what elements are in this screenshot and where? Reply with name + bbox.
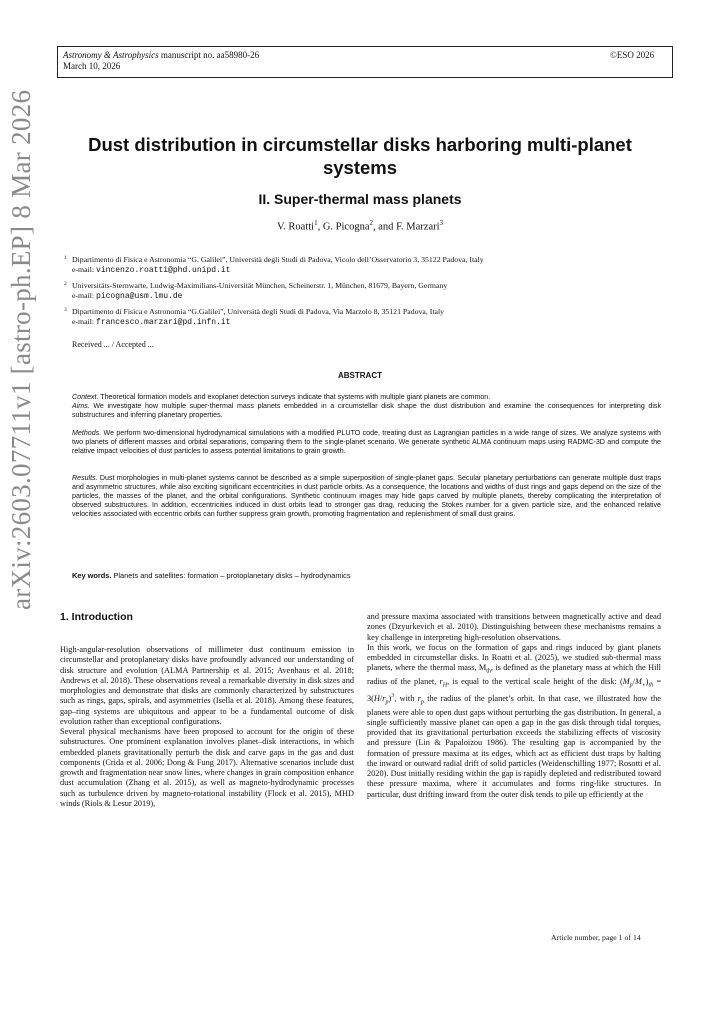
paragraph-text: , is defined as the planetary mass at which the Hill radius of the planet,: [367, 663, 661, 687]
paragraph-text: , is equal to the vertical scale height of the disk:: [447, 677, 620, 687]
page-footer: Article number, page 1 of 14: [551, 933, 641, 942]
author-separator: , and: [373, 221, 397, 233]
paper-subtitle: II. Super-thermal mass planets: [258, 191, 462, 207]
abstract-text: We investigate how multiple super-thermal mass planets embedded in a circumstellar disk shape the dust distribution and examine the consequences for interpreting disk substructures and inferring planetary properties.: [72, 402, 661, 420]
email-label: e-mail:: [72, 291, 97, 300]
affiliation-number: 2: [64, 281, 67, 287]
author-name: F. Marzari: [396, 221, 440, 233]
subscript: th: [486, 668, 491, 675]
abstract-label: Results.: [72, 474, 98, 482]
abstract-results: [72, 474, 661, 519]
paper-title: [60, 133, 660, 179]
paragraph: Several physical mechanisms have been proposed to account for the origin of these substructures. One prominent explanation involves planet–disk interactions, in which embedded planets gravitationally perturb the disk and carve gaps in the gas and dust components (Crida et al. 2006; Dong & Fung 2017). Alternative scenarios include dust growth and fragmentation near snow lines, where changes in grain composition enhance dust accumulation (Zhang et al. 2015), as well as magneto-hydrodynamic processes such as turbulence driven by magneto-rotational instability (Flock et al. 2015), MHD winds (Riols & Lesur 2019),: [60, 727, 354, 808]
paragraph-text: the radius of the planet’s orbit. In that case, we illustrated how the planets were able to open dust gaps without perturbing the gas distribution. In general, a single sufficiently massive planet can open a gap in the gas disk through tidal torques, provided that its gravitational perturbation exceeds the stabilizing effects of viscosity and pressure (Lin & Papaloizou 1986). The resulting gap is accompanied by the formation of pressure maxima at its edges, which act as efficient dust traps by halting the inward or outward radial drift of solid particles (Weidenschilling 1977; Rosotti et al. 2020). Dust initially residing within the gap is rapidly depleted and redistributed toward these pressure maxima, where it accumulates and forms ring-like structures. In particular, dust drifting inward from the outer disk tends to pile up efficiently at the: [367, 693, 661, 799]
affiliation-text: Dipartimento di Fisica e Astronomia “G. Galilei”, Università degli Studi di Padova, Vicolo dell’Osservatorio 3, 35122 Padova, Italy: [72, 255, 484, 264]
paragraph-text: , with: [394, 693, 418, 703]
abstract-methods: [72, 429, 661, 456]
manuscript-number: manuscript no. aa58980-26: [158, 50, 260, 60]
keywords-text: Planets and satellites: formation – protoplanetary disks – hydrodynamics: [111, 571, 351, 580]
paragraph-text: In this work, we focus on the formation of gaps and rings induced by giant planets embedded in circumstellar disks. In Roatti et al. (2025), we studied sub-thermal mass planets, where the thermal mass, M: [367, 642, 661, 673]
abstract-text: We perform two-dimensional hydrodynamical simulations with a modified PLUTO code, treating dust as Lagrangian particles in a wide range of sizes. We analyze systems with two planets of different masses and orbital separations, comparing them to the single-planet scenario. We generate synthetic ALMA continuum maps using RADMC-3D and compute the relative impact velocities of dust particles to assess potential limitations to grain growth.: [72, 429, 661, 456]
abstract-label: Context.: [72, 393, 99, 401]
email-label: e-mail:: [72, 265, 97, 274]
header-date: March 10, 2026: [63, 61, 121, 71]
affiliation: [64, 255, 672, 276]
affiliation-email-line: [72, 291, 672, 302]
received-line: Received ... / Accepted ...: [72, 340, 154, 349]
affiliation: [64, 307, 672, 328]
author-list: [60, 219, 660, 233]
left-column: [60, 645, 354, 809]
affiliation-number: 1: [64, 255, 67, 261]
affiliation-number: 3: [64, 307, 67, 313]
email-link[interactable]: picogna@usm.lmu.de: [96, 292, 183, 301]
author-affil-num: 1: [314, 219, 318, 227]
abstract-label: Aims.: [72, 402, 90, 410]
paragraph: High-angular-resolution observations of millimeter dust continuum emission in circumstellar and protoplanetary disks have profoundly advanced our understanding of disk structure and evolution (ALMA Partnership et al. 2015; Avenhaus et al. 2018; Andrews et al. 2018). These observations reveal a remarkable diversity in disk sizes and morphologies and demonstrate that disks are commonly characterized by substructures such as rings, gaps, spirals, and asymmetries (Isella et al. 2018). Among these features, gap–ring systems are ubiquitous and appear to be a fundamental outcome of disk evolution rather than exceptional configurations.: [60, 645, 354, 726]
email-link[interactable]: francesco.marzari@pd.infn.it: [96, 318, 231, 327]
paragraph: and pressure maxima associated with transitions between magnetically active and dead zones (Dzyurkevich et al. 2010). Distinguishing between these mechanisms remains a key challenge in interpreting high-resolution observations.: [367, 612, 661, 642]
abstract-label: Methods.: [72, 429, 102, 437]
math-orbit-radius: $r_p$: [417, 693, 424, 706]
journal-line: [63, 50, 259, 61]
email-link[interactable]: vincenzo.roatti@phd.unipd.it: [96, 266, 231, 275]
section-heading: 1. Introduction: [60, 611, 133, 623]
affiliation-email-line: [72, 265, 672, 276]
copyright: ©ESO 2026: [610, 50, 655, 60]
abstract-aims: [72, 402, 661, 420]
journal-name: Astronomy & Astrophysics: [63, 50, 159, 60]
abstract-heading: ABSTRACT: [338, 371, 382, 380]
affiliation-text: Universitäts-Sternwarte, Ludwig-Maximilians-Universität München, Scheinerstr. 1, München, 81679, Bayern, Germany: [72, 281, 448, 290]
email-label: e-mail:: [72, 317, 97, 326]
keywords-line: [72, 571, 351, 580]
author-name: G. Picogna: [322, 221, 370, 233]
affiliation: [64, 281, 672, 302]
abstract-context: [72, 393, 661, 402]
author-separator: ,: [317, 221, 323, 233]
author-affil-num: 2: [369, 219, 374, 227]
right-column: [367, 612, 661, 800]
abstract-text: Theoretical formation models and exoplanet detection surveys indicate that systems with multiple giant planets are common.: [98, 393, 491, 401]
title-line-2: systems: [322, 157, 398, 178]
formula-render: $(M_p/M_⋆)_{th} = 3(H/r_p)^3$: [367, 677, 662, 706]
paragraph: [367, 643, 661, 800]
author-affil-num: 3: [439, 219, 444, 227]
title-line-1: Dust distribution in circumstellar disks harboring multi-planet: [88, 134, 632, 155]
author-name: V. Roatti: [276, 221, 315, 233]
arxiv-stamp[interactable]: arXiv:2603.07711v1 [astro-ph.EP] 8 Mar 2026: [6, 89, 36, 610]
affiliation-email-line: [72, 317, 672, 328]
keywords-label: Key words.: [72, 571, 112, 580]
abstract-text: Dust morphologies in multi-planet systems cannot be described as a simple superposition of single-planet gaps. Secular planetary perturbations can generate multiple dust traps and asymmetric structures, while also exciting significant eccentricities in dust particle orbits. As a consequence, the locations and widths of dust rings and gaps depend on the size of the particles, the masses of the planet, and the orbital configurations. Synthetic continuum images may hide gaps carved by multiple planets, thereby complicating the interpretation of observed substructures. In addition, eccentricities induced in dust orbits lead to stronger gas drag, reducing the Stokes number for a given particle size, and the enhanced relative velocities associated with eccentric orbits can further suppress grain growth, promoting fragmentation and replenishment of small dust grains.: [72, 474, 661, 519]
math-hill-radius: $r_H$: [439, 677, 448, 689]
affiliation-text: Dipartimento di Fisica e Astronomia “G.Galilei”, Università degli Studi di Padova, Via Marzolo 8, 35121 Padova, Italy: [72, 307, 445, 316]
